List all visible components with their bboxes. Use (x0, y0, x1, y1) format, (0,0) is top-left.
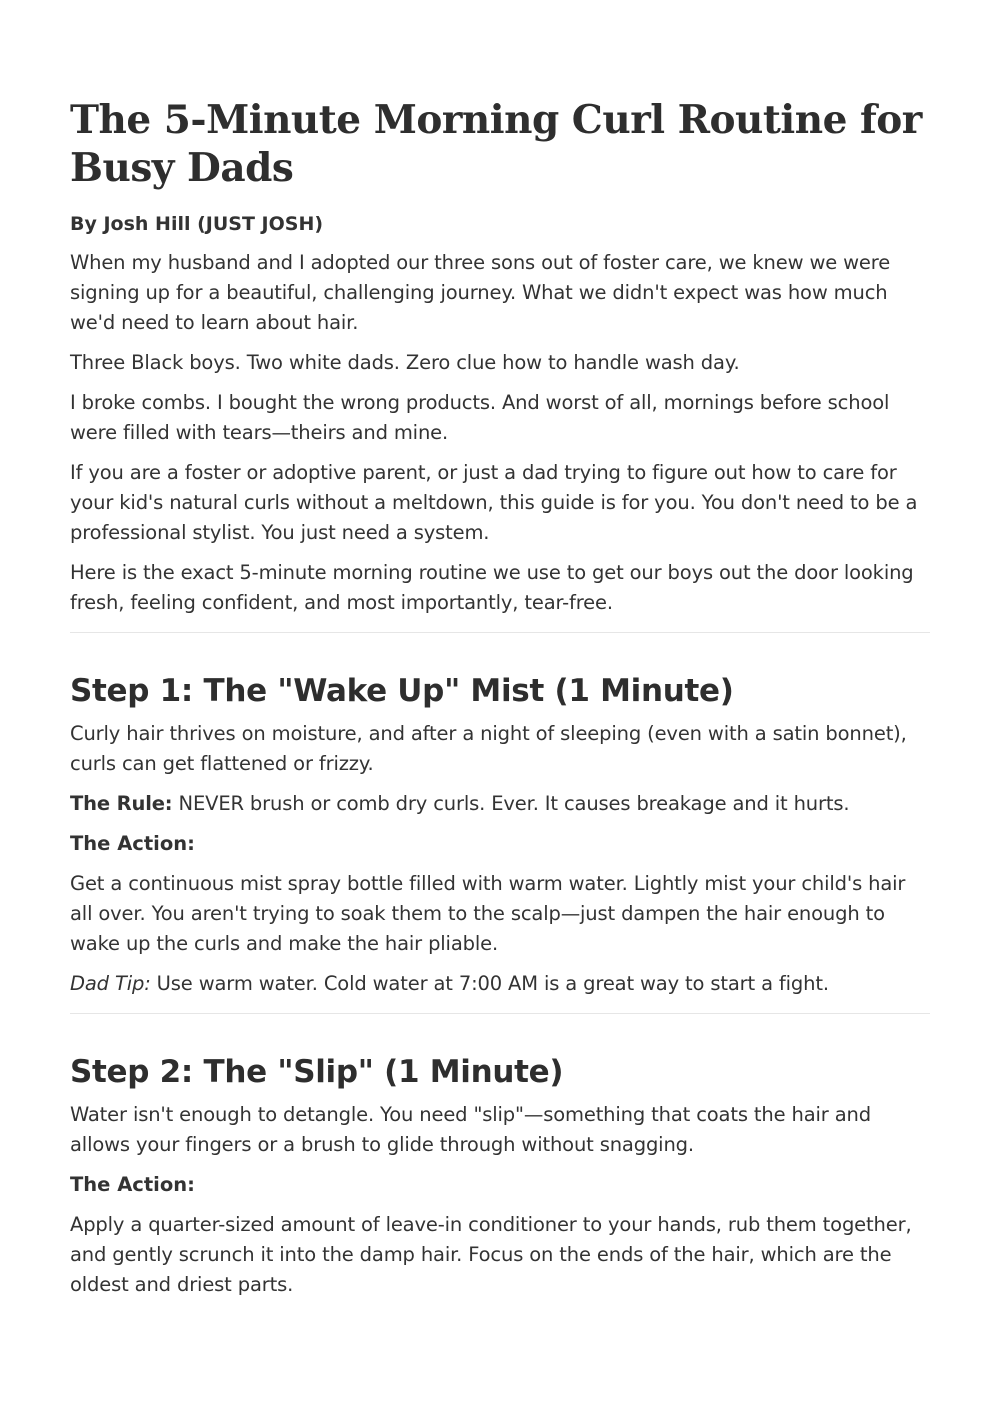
intro-paragraph: When my husband and I adopted our three sons out of foster care, we knew we were signing up for a beautiful, challenging journey. What we didn't expect was how much we'd need to learn about hair. (70, 251, 891, 334)
step-2-heading: Step 2: The "Slip" (1 Minute) (70, 1054, 564, 1090)
byline: By Josh Hill (JUST JOSH) (70, 213, 324, 235)
rule-label: The Rule: (70, 792, 173, 815)
step-2-body: Water isn't enough to detangle. You need "slip"—something that coats the hair and allows your fingers or a brush to glide through without snagging. (70, 1103, 871, 1156)
tip-text: Use warm water. Cold water at 7:00 AM is a great way to start a fight. (150, 972, 829, 995)
tip-label: Dad Tip: (70, 972, 151, 995)
step-1-action-text: Get a continuous mist spray bottle filled with warm water. Lightly mist your child's hair all over. You aren't trying to soak them to the scalp—just dampen the hair enough to wake up the curls and make the hair pliable. (70, 872, 906, 955)
step-1-body: Curly hair thrives on moisture, and after a night of sleeping (even with a satin bonnet), curls can get flattened or frizzy. (70, 722, 907, 775)
article (70, 96, 930, 1310)
step-1-heading: Step 1: The "Wake Up" Mist (1 Minute) (70, 673, 734, 709)
intro-paragraph: Here is the exact 5-minute morning routine we use to get our boys out the door looking fresh, feeling confident, and most importantly, tear-free. (70, 561, 914, 614)
intro-paragraph: If you are a foster or adoptive parent, or just a dad trying to figure out how to care for your kid's natural curls without a meltdown, this guide is for you. You don't need to be a professional stylist. You just need a system. (70, 461, 918, 544)
step-1-rule (70, 789, 930, 819)
rule-text: NEVER brush or comb dry curls. Ever. It causes breakage and it hurts. (172, 792, 850, 815)
section-divider (70, 632, 930, 633)
intro-paragraph: I broke combs. I bought the wrong products. And worst of all, mornings before school were filled with tears—theirs and mine. (70, 391, 890, 444)
step-1-action-label: The Action: (70, 832, 195, 855)
intro-paragraph: Three Black boys. Two white dads. Zero clue how to handle wash day. (70, 351, 740, 374)
step-1-tip (70, 969, 930, 999)
step-2-action-text: Apply a quarter-sized amount of leave-in conditioner to your hands, rub them together, and gently scrunch it into the damp hair. Focus on the ends of the hair, which are the oldest and driest parts. (70, 1213, 912, 1296)
section-divider (70, 1013, 930, 1014)
article-title: The 5-Minute Morning Curl Routine for Busy Dads (70, 97, 922, 191)
step-2-action-label: The Action: (70, 1173, 195, 1196)
